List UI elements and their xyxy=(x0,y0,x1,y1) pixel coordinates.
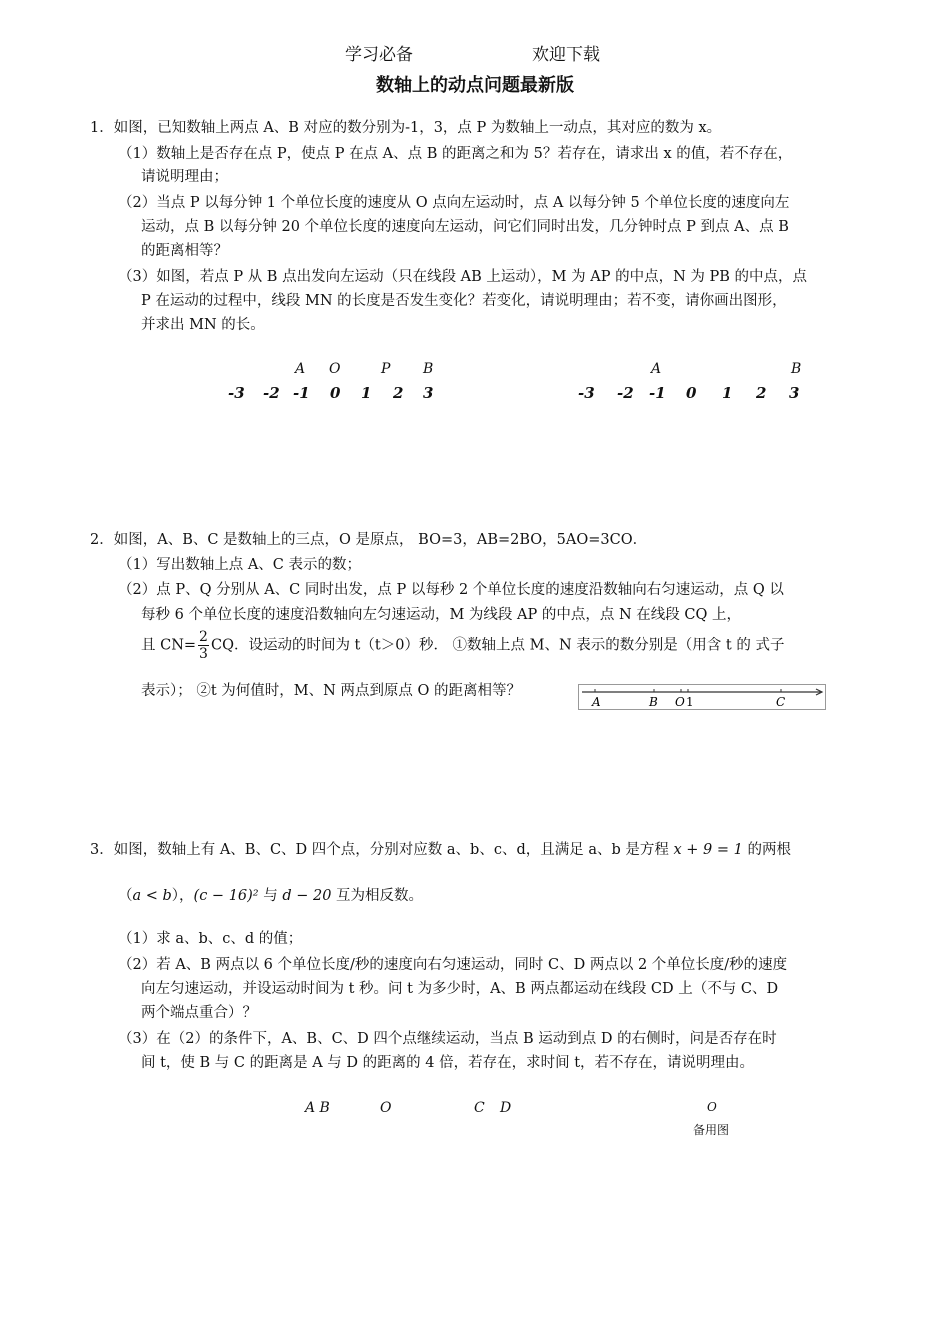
label-1: 1 xyxy=(686,695,694,709)
q2-part2-cont1: 每秒 6 个单位长度的速度沿数轴向左匀速运动，M 为线段 AP 的中点，点 N 在线段 CQ 上， xyxy=(141,607,741,623)
fraction-two-thirds xyxy=(198,629,209,662)
paren-close: ）， xyxy=(171,888,194,904)
axis1-label-p: P xyxy=(381,361,391,377)
page-title: 数轴上的动点问题最新版 xyxy=(376,75,574,96)
backup-label-o: O xyxy=(707,1100,717,1114)
axis2-num: -1 xyxy=(649,384,666,402)
q3-condition-end: 互为相反数。 xyxy=(331,888,424,904)
axis1-num: -1 xyxy=(293,384,310,402)
q1-part3-cont2: 并求出 MN 的长。 xyxy=(141,317,265,333)
label-o: O xyxy=(675,695,685,709)
axis1-num: 2 xyxy=(393,384,404,402)
q3-condition xyxy=(118,886,423,906)
q3-part3: （3）在（2）的条件下，A、B、C、D 四个点继续运动，当点 B 运动到点 D 的右侧时，问是否存在时 xyxy=(118,1031,777,1047)
axis2-num: -2 xyxy=(617,384,634,402)
q3-expr-abs: d − 20 xyxy=(282,888,332,904)
axis2-label-b: B xyxy=(791,361,802,377)
fraction-numerator: 2 xyxy=(199,629,208,645)
axis2-num: 0 xyxy=(686,384,697,402)
q2-number-line xyxy=(578,684,826,710)
q2-cn-prefix: 且 CN= xyxy=(141,637,197,654)
paren-open: （ xyxy=(118,888,133,904)
q2-part2: （2）点 P、Q 分别从 A、C 同时出发，点 P 以每秒 2 个单位长度的速度沿数轴向右匀速运动，点 Q 以 xyxy=(118,582,784,598)
axis1-label-o: O xyxy=(329,361,341,377)
label-a: A xyxy=(592,695,601,709)
q2-part2-cont2 xyxy=(141,629,784,662)
axis1-num: 3 xyxy=(423,384,434,402)
fraction-denominator: 3 xyxy=(199,646,208,662)
q3-label-ab: A B xyxy=(305,1100,330,1116)
diagram-frame xyxy=(579,685,826,710)
axis2-num: 2 xyxy=(756,384,767,402)
q3-stem xyxy=(90,840,791,860)
q3-part1: （1）求 a、b、c、d 的值； xyxy=(118,931,303,947)
q3-part2-cont1: 向左匀速运动，并设运动时间为 t 秒。问 t 为多少时，A、B 两点都运动在线段 CD 上（不与 C、D xyxy=(141,981,779,997)
axis2-label-a: A xyxy=(651,361,662,377)
q3-label-d: D xyxy=(500,1100,512,1116)
q3-stem-text: 3．如图，数轴上有 A、B、C、D 四个点，分别对应数 a、b、c、d，且满足 a、b 是方程 xyxy=(90,842,674,858)
and-word: 与 xyxy=(258,888,283,904)
q3-part3-cont1: 间 t，使 B 与 C 的距离是 A 与 D 的距离的 4 倍，若存在，求时间 t，若不存在，请说明理由。 xyxy=(141,1055,755,1071)
label-c: C xyxy=(776,695,786,709)
q3-label-c: C xyxy=(474,1100,485,1116)
axis1-num: 0 xyxy=(330,384,341,402)
q1-stem: 1．如图，已知数轴上两点 A、B 对应的数分别为-1，3，点 P 为数轴上一动点，其对应的数为 x。 xyxy=(90,120,722,136)
q3-part2-cont2: 两个端点重合）？ xyxy=(141,1005,257,1021)
q1-part2-cont2: 的距离相等？ xyxy=(141,243,228,259)
axis1-num: 1 xyxy=(361,384,372,402)
q3-stem-end: 的两根 xyxy=(742,842,791,858)
q1-part1-cont: 请说明理由； xyxy=(141,169,228,185)
q1-part2-cont1: 运动，点 B 以每分钟 20 个单位长度的速度向左运动，问它们同时出发，几分钟时点 P 到点 A、点 B xyxy=(141,219,789,235)
header-right: 欢迎下载 xyxy=(532,45,600,65)
q1-part2: （2）当点 P 以每分钟 1 个单位长度的速度从 O 点向左运动时，点 A 以每分钟 5 个单位长度的速度向左 xyxy=(118,195,790,211)
axis2-num: 1 xyxy=(722,384,733,402)
q2-stem: 2．如图，A、B、C 是数轴上的三点，O 是原点， BO=3，AB=2BO，5AO=3CO． xyxy=(90,532,648,548)
q3-label-o: O xyxy=(380,1100,392,1116)
q3-part2: （2）若 A、B 两点以 6 个单位长度/秒的速度向右匀速运动，同时 C、D 两点以 2 个单位长度/秒的速度 xyxy=(118,957,788,973)
q1-part3: （3）如图，若点 P 从 B 点出发向左运动（只在线段 AB 上运动），M 为 AP 的中点，N 为 PB 的中点，点 xyxy=(118,269,807,285)
axis1-num: -3 xyxy=(228,384,245,402)
header-left: 学习必备 xyxy=(345,45,413,65)
q2-part1: （1）写出数轴上点 A、C 表示的数； xyxy=(118,557,362,573)
axis2-num: 3 xyxy=(789,384,800,402)
q2-cn-suffix: CQ．设运动的时间为 t（t＞0）秒． ①数轴上点 M、N 表示的数分别是（用含 t 的 式子 xyxy=(210,637,785,654)
axis1-num: -2 xyxy=(263,384,280,402)
axis1-label-a: A xyxy=(295,361,306,377)
axis2-num: -3 xyxy=(578,384,595,402)
q3-inequality: a < b xyxy=(132,888,172,904)
label-b: B xyxy=(649,695,658,709)
backup-caption: 备用图 xyxy=(693,1123,730,1137)
q3-expr-square: (c − 16)² xyxy=(193,888,259,904)
q2-part2-cont3: 表示）； ②t 为何值时，M、N 两点到原点 O 的距离相等？ xyxy=(141,683,522,699)
q1-part1: （1）数轴上是否存在点 P，使点 P 在点 A、点 B 的距离之和为 5？若存在，请求出 x 的值，若不存在， xyxy=(118,146,793,162)
axis1-label-b: B xyxy=(423,361,434,377)
q3-equation: x + 9 = 1 xyxy=(673,842,743,858)
q1-part3-cont1: P 在运动的过程中，线段 MN 的长度是否发生变化？若变化，请说明理由；若不变，请你画出图形， xyxy=(141,293,787,309)
